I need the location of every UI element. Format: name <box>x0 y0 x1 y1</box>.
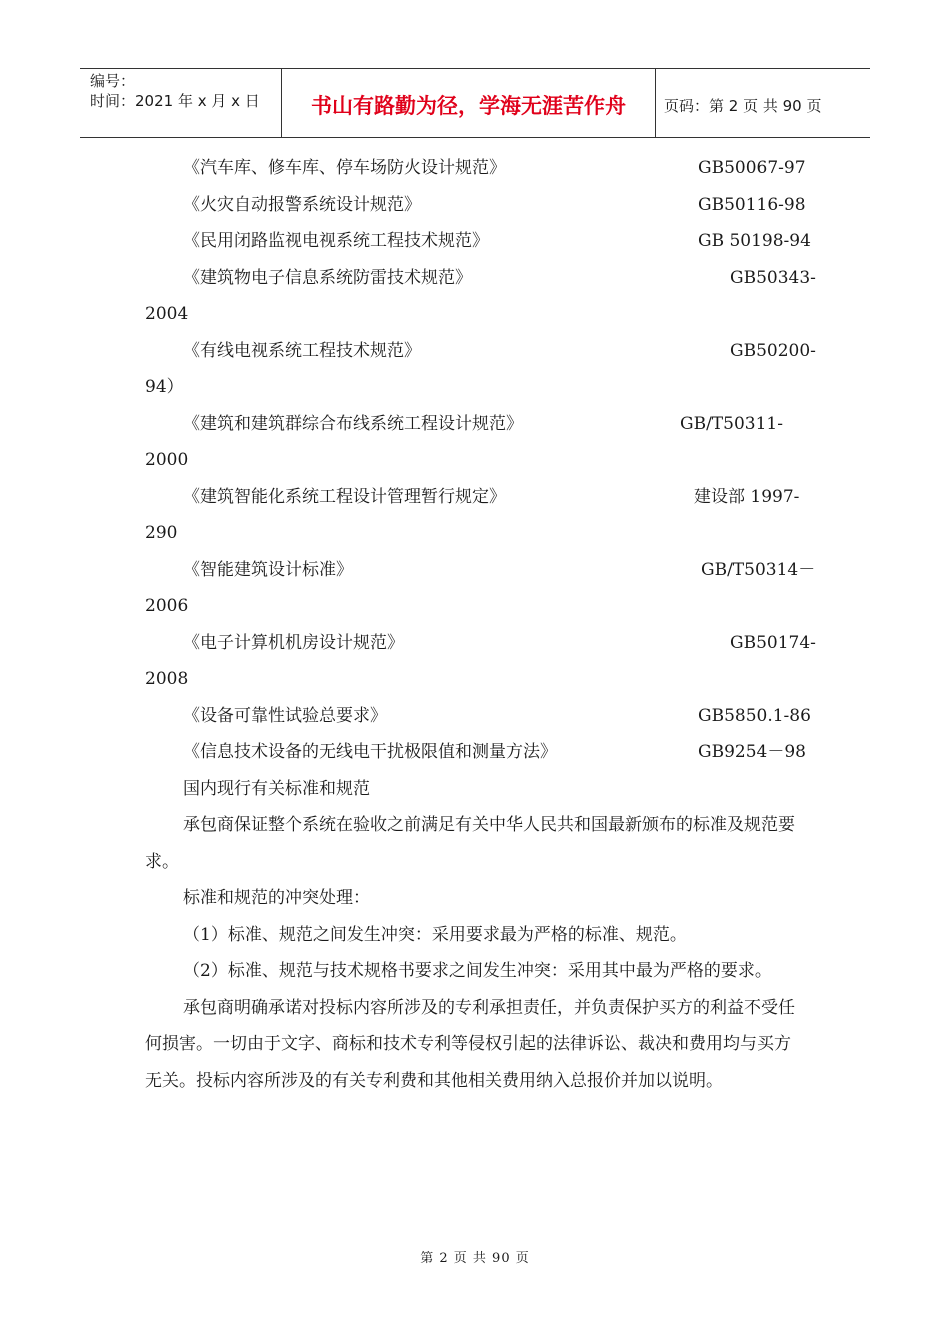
standard-title: 《有线电视系统工程技术规范》 <box>183 340 421 361</box>
standard-code: GB50343- <box>730 267 816 288</box>
paragraph: 承包商明确承诺对投标内容所涉及的专利承担责任，并负责保护买方的利益不受任何损害。一切由于文字、商标和技术专利等侵权引起的法律诉讼、裁决和费用均与买方无关。投标内容所涉及的有关专利费和其他相关费用纳入总报价并加以说明。 <box>145 997 795 1091</box>
standard-code-continuation: 2006 <box>145 596 189 616</box>
section-heading: 国内现行有关标准和规范 <box>183 778 370 799</box>
page-header <box>80 68 870 138</box>
standard-title: 《火灾自动报警系统设计规范》 <box>183 194 421 215</box>
paragraph: （2）标准、规范与技术规格书要求之间发生冲突：采用其中最为严格的要求。 <box>183 961 772 981</box>
standard-code-continuation: 94） <box>145 377 184 397</box>
standard-row <box>145 734 805 771</box>
standard-code-continuation: 290 <box>145 523 178 543</box>
standard-code: GB9254－98 <box>698 742 806 762</box>
standard-code-continuation: 2004 <box>145 304 189 324</box>
document-time-label: 时间：2021 年 x 月 x 日 <box>90 92 260 110</box>
header-page-number: 页码：第 2 页 共 90 页 <box>664 96 822 115</box>
standard-code-continuation: 2000 <box>145 450 189 470</box>
standard-title: 《建筑和建筑群综合布线系统工程设计规范》 <box>183 413 523 434</box>
header-meta <box>80 69 282 137</box>
paragraph: 承包商保证整个系统在验收之前满足有关中华人民共和国最新颁布的标准及规范要求。 <box>145 815 795 872</box>
header-motto: 书山有路勤为径，学海无涯苦作舟 <box>282 69 656 137</box>
paragraph: （1）标准、规范之间发生冲突：采用要求最为严格的标准、规范。 <box>183 924 687 945</box>
standard-row <box>145 552 816 589</box>
standard-row <box>145 698 811 735</box>
standard-row <box>145 625 816 662</box>
standard-row <box>145 333 816 370</box>
standard-code: GB 50198-94 <box>698 231 811 251</box>
standard-title: 《信息技术设备的无线电干扰极限值和测量方法》 <box>183 742 557 762</box>
standard-row <box>145 260 816 297</box>
page-footer: 第 2 页 共 90 页 <box>420 1251 530 1266</box>
standard-row <box>145 479 805 516</box>
standard-row <box>145 187 805 224</box>
standard-code: GB50200- <box>730 340 816 361</box>
standard-title: 《设备可靠性试验总要求》 <box>183 705 387 726</box>
document-body <box>145 150 816 1099</box>
standard-title: 《智能建筑设计标准》 <box>183 559 353 580</box>
standard-code-continuation: 2008 <box>145 669 189 689</box>
document-number-label: 编号： <box>90 72 136 90</box>
standard-row <box>145 150 805 187</box>
standard-code: GB/T50311- <box>680 413 783 434</box>
standard-code: GB50116-98 <box>698 194 806 215</box>
standard-code: GB50174- <box>730 632 816 653</box>
paragraph: 标准和规范的冲突处理： <box>183 888 370 908</box>
standard-title: 《汽车库、修车库、停车场防火设计规范》 <box>183 158 506 178</box>
standard-code: GB5850.1-86 <box>698 705 811 726</box>
standard-title: 《电子计算机机房设计规范》 <box>183 632 404 653</box>
standard-title: 《建筑物电子信息系统防雷技术规范》 <box>183 267 472 288</box>
standard-row <box>145 223 811 260</box>
standard-title: 《民用闭路监视电视系统工程技术规范》 <box>183 231 489 251</box>
standard-code: GB/T50314－ <box>701 559 816 580</box>
standard-title: 《建筑智能化系统工程设计管理暂行规定》 <box>183 486 506 507</box>
standard-code: GB50067-97 <box>698 158 806 178</box>
standard-row <box>145 406 805 443</box>
standard-code: 建设部 1997- <box>694 486 800 507</box>
